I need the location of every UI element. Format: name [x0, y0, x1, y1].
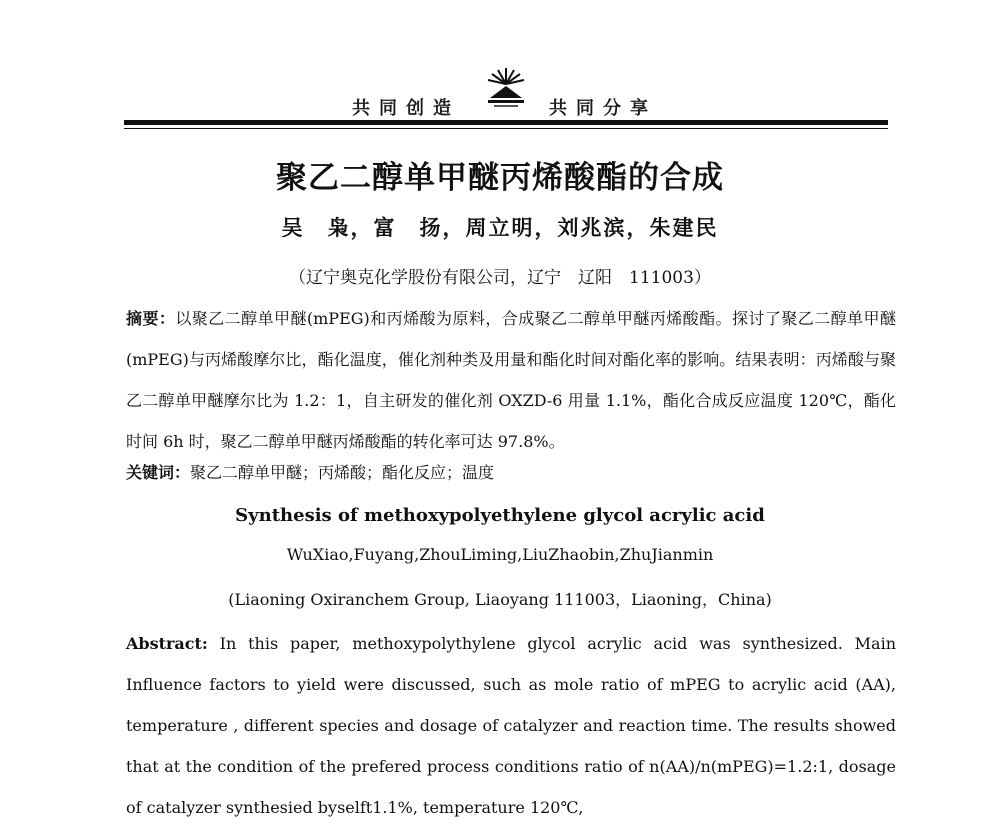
- affiliation-cn: （辽宁奥克化学股份有限公司，辽宁 辽阳 111003）: [289, 268, 711, 288]
- slogan-left: 共同创造: [352, 98, 460, 119]
- abstract-cn-text: 以聚乙二醇单甲醚(mPEG)和丙烯酸为原料，合成聚乙二醇单甲醚丙烯酸酯。探讨了聚乙二醇单甲醚(mPEG)与丙烯酸摩尔比，酯化温度，催化剂种类及用量和酯化时间对酯化率的影响。结果表明：丙烯酸与聚乙二醇单甲醚摩尔比为 1.2：1，自主研发的催化剂 OXZD-6 用量 1.1%，酯化合成反应温度 120℃，酯化时间 6h 时，聚乙二醇单甲醚丙烯酸酯的转化率可达 97.8%。: [126, 309, 896, 451]
- paper-title-en: Synthesis of methoxypolyethylene glycol acrylic acid: [235, 505, 765, 526]
- abstract-cn-label: 摘要：: [126, 309, 176, 328]
- keywords-cn-label: 关键词：: [126, 463, 191, 482]
- paper-title-cn: 聚乙二醇单甲醚丙烯酸酯的合成: [276, 160, 724, 196]
- authors-cn: 吴 枭，富 扬，周立明，刘兆滨，朱建民: [281, 215, 719, 240]
- slogan-right: 共同分享: [549, 98, 657, 119]
- affiliation-en: (Liaoning Oxiranchem Group, Liaoyang 111003，Liaoning，China): [228, 590, 772, 609]
- authors-en: WuXiao,Fuyang,ZhouLiming,LiuZhaobin,ZhuJianmin: [286, 545, 714, 564]
- abstract-en-label: Abstract:: [126, 634, 208, 653]
- header-rule-thick: [124, 120, 888, 125]
- keywords-cn-text: 聚乙二醇单甲醚；丙烯酸；酯化反应；温度: [190, 463, 495, 482]
- keywords-cn: [126, 460, 896, 483]
- header-rule-thin: [124, 128, 888, 129]
- abstract-cn: [126, 298, 896, 462]
- oxiranchem-logo-icon: [480, 62, 532, 112]
- journal-header: [0, 60, 1000, 130]
- abstract-en: [126, 623, 896, 828]
- abstract-en-text: In this paper, methoxypolythylene glycol acrylic acid was synthesized. Main Influence factors to yield were discussed, such as mole ratio of mPEG to acrylic acid (AA), temperature , different species and dosage of catalyzer and reaction time. The results showed that at the condition of the prefered process conditions ratio of n(AA)/n(mPEG)=1.2:1, dosage of catalyzer synthesied byselft1.1%, temperature 120℃,: [126, 634, 896, 817]
